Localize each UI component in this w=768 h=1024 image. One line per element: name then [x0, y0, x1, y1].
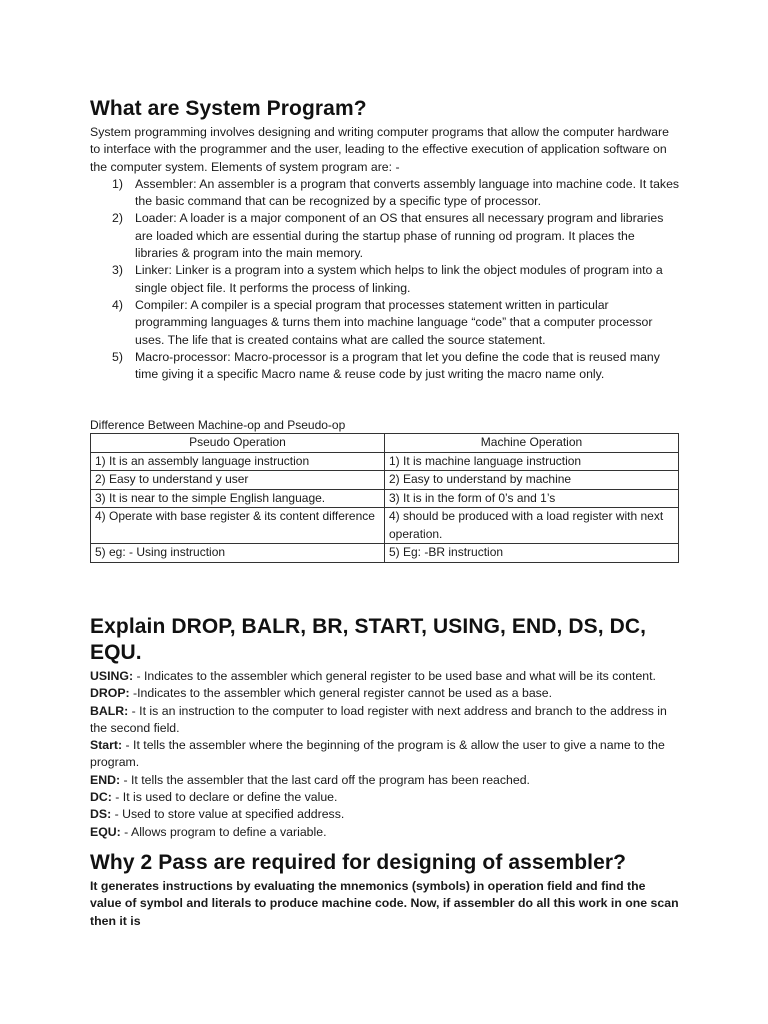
table-row: [91, 471, 679, 490]
list-item: 2) Loader: A loader is a major component of an OS that ensures all necessary program and libraries are loaded which are essential during the startup phase of running od program. It places the libraries & program into the main memory.: [112, 211, 664, 261]
section-heading-two-pass: Why 2 Pass are required for designing of assembler?: [90, 851, 627, 874]
table-cell: 3) It is in the form of 0’s and 1’s: [385, 489, 679, 508]
table-row: [91, 452, 679, 471]
table-cell: 5) eg: - Using instruction: [91, 544, 385, 563]
column-header-pseudo: Pseudo Operation: [91, 434, 385, 453]
list-item: 5) Macro-processor: Macro-processor is a program that let you define the code that is reused many time giving it a specific Macro name & reuse code by just writing the macro name only.: [112, 349, 660, 382]
section-heading-directives: Explain DROP, BALR, BR, START, USING, END, DS, DC, EQU.: [90, 615, 647, 664]
table-cell: 5) Eg: -BR instruction: [385, 544, 679, 563]
definition-end: END: - It tells the assembler that the last card off the program has been reached.: [90, 772, 530, 787]
directives-section: [90, 614, 680, 841]
two-pass-paragraph: It generates instructions by evaluating the mnemonics (symbols) in operation field and find the value of symbol and literals to produce machine code. Now, if assembler do all this work in one scan then it is: [90, 879, 679, 928]
table-row: [91, 544, 679, 563]
section-heading-system-program: What are System Program?: [90, 97, 367, 120]
definition-dc: DC: - It is used to declare or define the value.: [90, 790, 338, 805]
table-caption: Difference Between Machine-op and Pseudo-op: [90, 418, 346, 432]
system-program-section: [90, 96, 680, 383]
definition-ds: DS: - Used to store value at specified address.: [90, 807, 345, 822]
list-item: 1) Assembler: An assembler is a program that converts assembly language into machine code. It takes the basic command that can be recognized by a specific type of processor.: [112, 176, 680, 209]
definition-using: USING: - Indicates to the assembler which general register to be used base and what will be its content.: [90, 669, 656, 683]
definition-drop: DROP: -Indicates to the assembler which general register cannot be used as a base.: [90, 686, 553, 701]
table-cell: 1) It is machine language instruction: [385, 452, 679, 471]
table-cell: 1) It is an assembly language instruction: [91, 452, 385, 471]
table-header-row: [91, 434, 679, 453]
table-cell: 4) Operate with base register & its content difference: [91, 508, 385, 544]
definition-balr: BALR: - It is an instruction to the computer to load register with next address and branch to the address in the second field.: [90, 703, 667, 735]
directives-list: [90, 668, 680, 841]
column-header-machine: Machine Operation: [385, 434, 679, 453]
system-program-intro: System programming involves designing and writing computer programs that allow the computer hardware to interface with the programmer and the user, leading to the effective execution of application software on the computer system. Elements of system program are: -: [90, 125, 669, 174]
table-row: [91, 508, 679, 544]
list-item: 4) Compiler: A compiler is a special program that processes statement written in particular programming languages & turns them into machine language “code” that a computer processor uses. The life that is created contains what are called the source statement.: [112, 297, 653, 347]
difference-table: [90, 433, 679, 563]
two-pass-section: [90, 850, 680, 930]
table-cell: 4) should be produced with a load register with next operation.: [385, 508, 679, 544]
system-program-elements-list: [90, 176, 680, 384]
definition-start: Start: - It tells the assembler where the beginning of the program is & allow the user to give a name to the program.: [90, 738, 665, 770]
difference-table-section: [90, 417, 680, 563]
definition-equ: EQU: - Allows program to define a variable.: [90, 824, 327, 839]
table-cell: 2) Easy to understand by machine: [385, 471, 679, 490]
table-row: [91, 489, 679, 508]
list-item: 3) Linker: Linker is a program into a system which helps to link the object modules of program into a single object file. It performs the process of linking.: [112, 263, 663, 295]
table-cell: 3) It is near to the simple English language.: [91, 489, 385, 508]
table-cell: 2) Easy to understand y user: [91, 471, 385, 490]
